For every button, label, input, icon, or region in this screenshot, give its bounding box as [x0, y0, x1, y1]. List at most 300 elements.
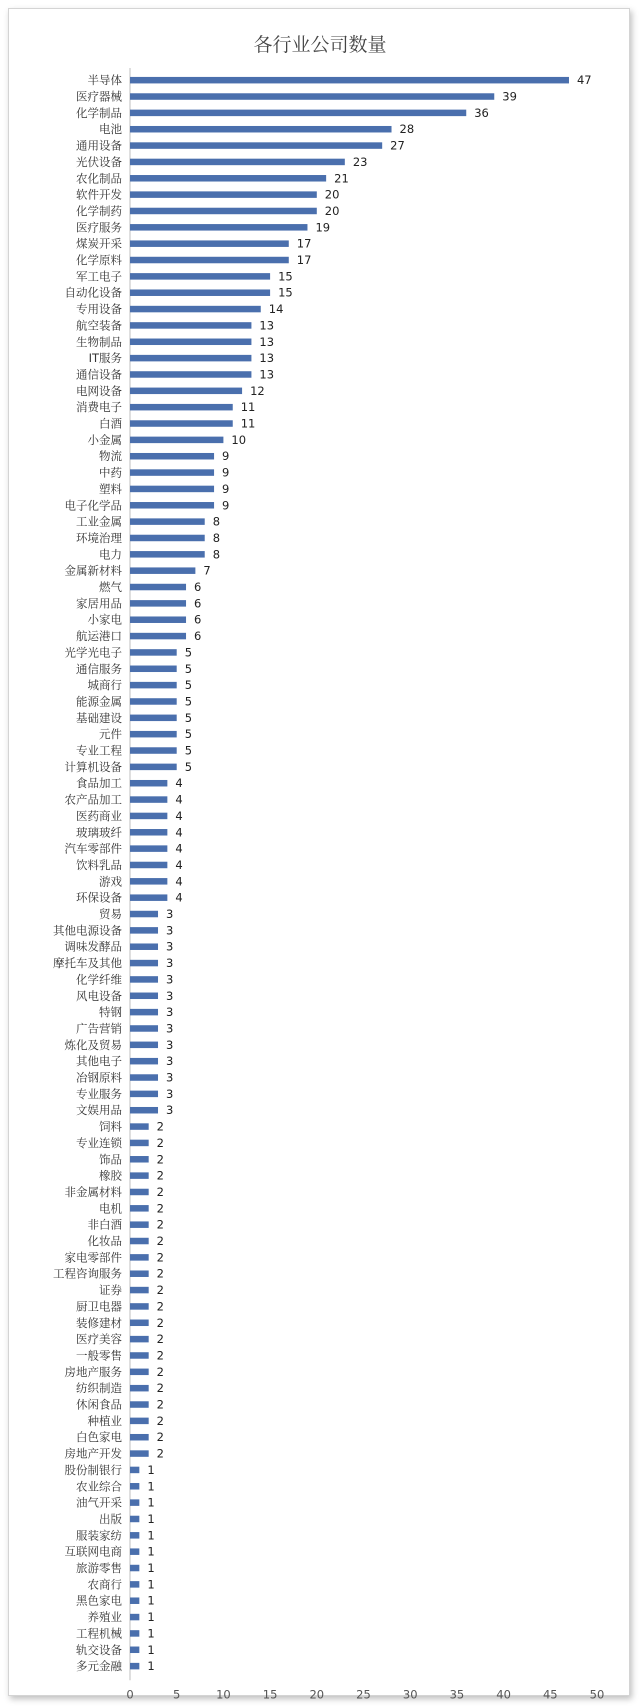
label-layer	[53, 73, 592, 1673]
x-tick-label: 0	[126, 1687, 134, 1702]
bar	[130, 1254, 149, 1261]
data-label: 3	[166, 1054, 174, 1069]
bar	[130, 420, 233, 427]
bar	[130, 731, 177, 738]
category-label: 非金属材料	[64, 1184, 122, 1199]
bar	[130, 976, 158, 983]
category-label: 油气开采	[76, 1495, 122, 1510]
data-label: 15	[278, 285, 293, 300]
bar	[130, 126, 392, 133]
bar	[130, 1597, 139, 1604]
bar	[130, 813, 167, 820]
bar	[130, 486, 214, 493]
category-label: 塑料	[99, 481, 122, 496]
category-label: 多元金融	[76, 1659, 122, 1674]
category-label: 城商行	[87, 678, 122, 693]
axis-layer	[126, 68, 604, 1701]
x-tick-label: 35	[449, 1687, 465, 1702]
bar	[130, 911, 158, 918]
category-label: 冶钢原料	[76, 1070, 122, 1085]
bar	[130, 1058, 158, 1065]
data-label: 1	[147, 1479, 155, 1494]
category-label: 通信服务	[76, 661, 122, 676]
bar	[130, 584, 186, 591]
bar	[130, 388, 242, 395]
data-label: 21	[334, 171, 349, 186]
data-label: 5	[184, 727, 193, 742]
data-label: 1	[147, 1642, 155, 1657]
bar	[130, 960, 158, 967]
bar	[130, 289, 270, 296]
bar	[130, 1091, 158, 1098]
bar	[130, 616, 186, 623]
data-label: 15	[278, 269, 293, 284]
bar	[130, 1238, 149, 1245]
category-label: 游戏	[99, 874, 122, 889]
data-label: 4	[175, 841, 183, 856]
data-label: 47	[576, 73, 592, 88]
data-label: 2	[156, 1201, 165, 1216]
bar	[130, 1418, 149, 1425]
category-label: 医疗服务	[76, 220, 122, 235]
bar	[130, 878, 167, 885]
bar	[130, 698, 177, 705]
category-label: 基础建设	[76, 710, 122, 725]
category-label: 化学制品	[76, 105, 122, 120]
bar	[130, 1042, 158, 1049]
data-label: 7	[203, 563, 211, 578]
bar-layer	[130, 77, 569, 1669]
bar	[130, 1320, 149, 1327]
bar	[130, 1123, 149, 1130]
data-label: 6	[194, 580, 202, 595]
data-label: 3	[166, 1070, 174, 1085]
data-label: 8	[212, 514, 221, 529]
category-label: 股份制银行	[64, 1462, 122, 1477]
data-label: 17	[296, 236, 312, 251]
data-label: 3	[166, 1005, 174, 1020]
data-label: 2	[156, 1348, 165, 1363]
category-label: 房地产开发	[64, 1446, 122, 1461]
data-label: 2	[156, 1299, 165, 1314]
bar	[130, 633, 186, 640]
bar	[130, 1009, 158, 1016]
category-label: 休闲食品	[76, 1397, 122, 1412]
category-label: 其他电子	[76, 1054, 122, 1069]
bar	[130, 927, 158, 934]
category-label: 贸易	[99, 907, 122, 922]
category-label: 光学光电子	[64, 645, 122, 660]
data-label: 3	[166, 988, 174, 1003]
category-label: 农化制品	[76, 171, 122, 186]
bar	[130, 437, 223, 444]
bar	[130, 77, 569, 84]
data-label: 10	[231, 432, 247, 447]
data-label: 9	[222, 481, 230, 496]
x-tick-label: 30	[402, 1687, 418, 1702]
bar	[130, 1172, 149, 1179]
data-label: 3	[166, 1021, 174, 1036]
category-label: 燃气	[99, 580, 122, 595]
data-label: 13	[259, 318, 275, 333]
category-label: 农业综合	[76, 1479, 122, 1494]
data-label: 9	[222, 498, 230, 513]
bar	[130, 322, 251, 329]
data-label: 4	[175, 776, 183, 791]
category-label: 饰品	[99, 1152, 122, 1167]
data-label: 20	[324, 187, 340, 202]
data-label: 3	[166, 923, 174, 938]
data-label: 11	[240, 400, 256, 415]
x-tick-label: 10	[216, 1687, 231, 1702]
bar	[130, 1516, 139, 1523]
bar	[130, 404, 233, 411]
bar	[130, 257, 289, 264]
data-label: 2	[156, 1250, 165, 1265]
category-label: 炼化及贸易	[64, 1037, 122, 1052]
data-label: 3	[166, 1086, 174, 1101]
category-label: 化学纤维	[76, 972, 122, 987]
category-label: 生物制品	[76, 334, 122, 349]
data-label: 1	[147, 1544, 155, 1559]
data-label: 5	[184, 759, 193, 774]
data-label: 1	[147, 1659, 155, 1674]
bar	[130, 1352, 149, 1359]
category-label: 摩托车及其他	[53, 956, 122, 971]
data-label: 3	[166, 1037, 174, 1052]
category-label: 其他电源设备	[53, 923, 122, 938]
bar	[130, 1303, 149, 1310]
data-label: 4	[175, 792, 183, 807]
x-tick-label: 5	[173, 1687, 181, 1702]
bar	[130, 1107, 158, 1114]
category-label: 装修建材	[76, 1315, 122, 1330]
category-label: 通信设备	[76, 367, 122, 382]
bar	[130, 747, 177, 754]
category-label: 玻璃玻纤	[76, 825, 122, 840]
category-label: 纺织制造	[76, 1381, 122, 1396]
bar	[130, 1205, 149, 1212]
data-label: 2	[156, 1184, 165, 1199]
data-label: 2	[156, 1234, 165, 1249]
category-label: 专业连锁	[76, 1135, 122, 1150]
bar	[130, 1614, 139, 1621]
bar	[130, 1385, 149, 1392]
category-label: 小金属	[87, 432, 122, 447]
bar	[130, 600, 186, 607]
data-label: 3	[166, 907, 174, 922]
data-label: 2	[156, 1446, 165, 1461]
bar	[130, 1581, 139, 1588]
category-label: 计算机设备	[64, 759, 122, 774]
bar	[130, 715, 177, 722]
x-tick-label: 40	[496, 1687, 511, 1702]
data-label: 5	[184, 678, 193, 693]
x-tick-label: 20	[309, 1687, 325, 1702]
bar	[130, 649, 177, 656]
category-label: 农产品加工	[64, 792, 122, 807]
data-label: 2	[156, 1397, 165, 1412]
data-label: 5	[184, 710, 193, 725]
category-label: 农商行	[87, 1577, 122, 1592]
data-label: 3	[166, 939, 174, 954]
bar	[130, 502, 214, 509]
category-label: 证券	[99, 1283, 122, 1298]
data-label: 13	[259, 367, 275, 382]
bar	[130, 682, 177, 689]
category-label: 养殖业	[87, 1610, 122, 1625]
bar	[130, 1630, 139, 1637]
bar	[130, 1565, 139, 1572]
category-label: 环保设备	[76, 890, 122, 905]
bar	[130, 1189, 149, 1196]
bar	[130, 845, 167, 852]
bar	[130, 943, 158, 950]
bar	[130, 518, 205, 525]
category-label: 煤炭开采	[76, 236, 122, 251]
category-label: 电网设备	[76, 383, 122, 398]
category-label: 轨交设备	[76, 1642, 122, 1657]
category-label: 厨卫电器	[76, 1299, 122, 1314]
category-label: 橡胶	[99, 1168, 122, 1183]
category-label: 医药商业	[76, 808, 122, 823]
category-label: 半导体	[87, 73, 122, 88]
data-label: 4	[175, 808, 183, 823]
data-label: 4	[175, 825, 183, 840]
bar	[130, 829, 167, 836]
category-label: 医疗器械	[76, 89, 122, 104]
category-label: 专业服务	[76, 1086, 122, 1101]
data-label: 5	[184, 743, 193, 758]
data-label: 11	[240, 416, 256, 431]
category-label: 航运港口	[76, 629, 122, 644]
data-label: 2	[156, 1283, 165, 1298]
x-tick-label: 45	[542, 1687, 558, 1702]
data-label: 1	[147, 1511, 155, 1526]
x-tick-label: 15	[262, 1687, 278, 1702]
category-label: 消费电子	[76, 400, 122, 415]
data-label: 13	[259, 351, 275, 366]
bar	[130, 142, 382, 149]
category-label: 通用设备	[76, 138, 122, 153]
category-label: IT服务	[88, 351, 122, 366]
bar	[130, 1532, 139, 1539]
data-label: 6	[194, 629, 202, 644]
bar	[130, 224, 307, 231]
category-label: 调味发酵品	[64, 939, 122, 954]
bar	[130, 175, 326, 182]
data-label: 13	[259, 334, 275, 349]
bar	[130, 1467, 139, 1474]
bar	[130, 1663, 139, 1670]
bar	[130, 240, 289, 247]
category-label: 食品加工	[76, 776, 122, 791]
data-label: 3	[166, 956, 174, 971]
data-label: 23	[352, 154, 368, 169]
category-label: 军工电子	[76, 269, 122, 284]
category-label: 黑色家电	[76, 1593, 122, 1608]
category-label: 家居用品	[76, 596, 122, 611]
category-label: 自动化设备	[64, 285, 122, 300]
data-label: 1	[147, 1626, 155, 1641]
bar	[130, 1221, 149, 1228]
data-label: 12	[250, 383, 265, 398]
bar	[130, 1548, 139, 1555]
category-label: 互联网电商	[64, 1544, 122, 1559]
category-label: 饲料	[99, 1119, 122, 1134]
bar	[130, 1450, 149, 1457]
data-label: 3	[166, 1103, 174, 1118]
category-label: 工程机械	[76, 1626, 122, 1641]
bar	[130, 306, 261, 313]
bar	[130, 1434, 149, 1441]
category-label: 服装家纺	[76, 1528, 122, 1543]
category-label: 软件开发	[76, 187, 122, 202]
bar	[130, 1336, 149, 1343]
bar	[130, 1499, 139, 1506]
bar	[130, 567, 195, 574]
category-label: 光伏设备	[76, 154, 122, 169]
data-label: 19	[315, 220, 331, 235]
data-label: 9	[222, 465, 230, 480]
bar	[130, 894, 167, 901]
category-label: 电池	[99, 122, 122, 137]
bar	[130, 371, 251, 378]
data-label: 2	[156, 1119, 165, 1134]
bar	[130, 453, 214, 460]
category-label: 一般零售	[76, 1348, 122, 1363]
data-label: 14	[268, 302, 284, 317]
data-label: 4	[175, 857, 183, 872]
bar	[130, 208, 317, 215]
category-label: 化妆品	[87, 1234, 122, 1249]
category-label: 医疗美容	[76, 1332, 122, 1347]
data-label: 2	[156, 1152, 165, 1167]
category-label: 电子化学品	[64, 498, 122, 513]
bar	[130, 469, 214, 476]
bar	[130, 110, 466, 117]
data-label: 2	[156, 1315, 165, 1330]
data-label: 4	[175, 890, 183, 905]
data-label: 1	[147, 1462, 155, 1477]
data-label: 2	[156, 1430, 165, 1445]
data-label: 2	[156, 1332, 165, 1347]
category-label: 能源金属	[76, 694, 122, 709]
bar	[130, 862, 167, 869]
data-label: 2	[156, 1364, 165, 1379]
data-label: 5	[184, 645, 193, 660]
category-label: 工程咨询服务	[53, 1266, 122, 1281]
bar	[130, 1140, 149, 1147]
category-label: 电力	[99, 547, 122, 562]
category-label: 中药	[99, 465, 122, 480]
category-label: 物流	[99, 449, 122, 464]
bar	[130, 355, 251, 362]
bar	[130, 551, 205, 558]
bar	[130, 1483, 139, 1490]
category-label: 金属新材料	[64, 563, 122, 578]
x-tick-label: 50	[589, 1687, 605, 1702]
data-label: 6	[194, 612, 202, 627]
bar	[130, 764, 177, 771]
category-label: 小家电	[87, 612, 122, 627]
data-label: 5	[184, 694, 193, 709]
data-label: 4	[175, 874, 183, 889]
data-label: 5	[184, 661, 193, 676]
bar	[130, 796, 167, 803]
category-label: 专业工程	[76, 743, 122, 758]
category-label: 家电零部件	[64, 1250, 122, 1265]
category-label: 风电设备	[76, 988, 122, 1003]
category-label: 汽车零部件	[64, 841, 122, 856]
bar	[130, 1270, 149, 1277]
data-label: 36	[474, 105, 489, 120]
bar	[130, 1369, 149, 1376]
category-label: 工业金属	[76, 514, 122, 529]
bar	[130, 159, 345, 166]
data-label: 2	[156, 1168, 165, 1183]
chart-title: 各行业公司数量	[253, 34, 387, 56]
category-label: 文娱用品	[76, 1103, 122, 1118]
data-label: 3	[166, 972, 174, 987]
category-label: 化学制药	[76, 203, 122, 218]
category-label: 房地产服务	[64, 1364, 122, 1379]
bar	[130, 1074, 158, 1081]
data-label: 1	[147, 1495, 155, 1510]
bar	[130, 666, 177, 673]
data-label: 28	[399, 122, 415, 137]
category-label: 航空装备	[76, 318, 122, 333]
data-label: 17	[296, 253, 312, 268]
category-label: 元件	[99, 727, 122, 742]
data-label: 2	[156, 1381, 165, 1396]
category-label: 饮料乳品	[76, 857, 122, 872]
bar	[130, 1156, 149, 1163]
category-label: 白酒	[99, 416, 122, 431]
category-label: 环境治理	[76, 530, 122, 545]
bar	[130, 535, 205, 542]
bar	[130, 1401, 149, 1408]
bar	[130, 1025, 158, 1032]
bar	[130, 780, 167, 787]
data-label: 9	[222, 449, 230, 464]
category-label: 白色家电	[76, 1430, 122, 1445]
category-label: 特钢	[99, 1005, 122, 1020]
data-label: 39	[502, 89, 517, 104]
data-label: 27	[390, 138, 405, 153]
bar	[130, 273, 270, 280]
category-label: 种植业	[87, 1413, 122, 1428]
data-label: 1	[147, 1561, 155, 1576]
category-label: 广告营销	[76, 1021, 122, 1036]
category-label: 出版	[99, 1511, 122, 1526]
category-label: 电机	[99, 1201, 122, 1216]
bar	[130, 1287, 149, 1294]
data-label: 20	[324, 203, 340, 218]
category-label: 旅游零售	[76, 1561, 122, 1576]
data-label: 1	[147, 1610, 155, 1625]
bar	[130, 191, 317, 198]
data-label: 1	[147, 1528, 155, 1543]
category-label: 非白酒	[87, 1217, 122, 1232]
category-label: 专用设备	[76, 302, 122, 317]
bar	[130, 1647, 139, 1654]
data-label: 6	[194, 596, 202, 611]
bar	[130, 993, 158, 1000]
bar	[130, 93, 494, 100]
data-label: 2	[156, 1217, 165, 1232]
category-label: 化学原料	[76, 253, 122, 268]
